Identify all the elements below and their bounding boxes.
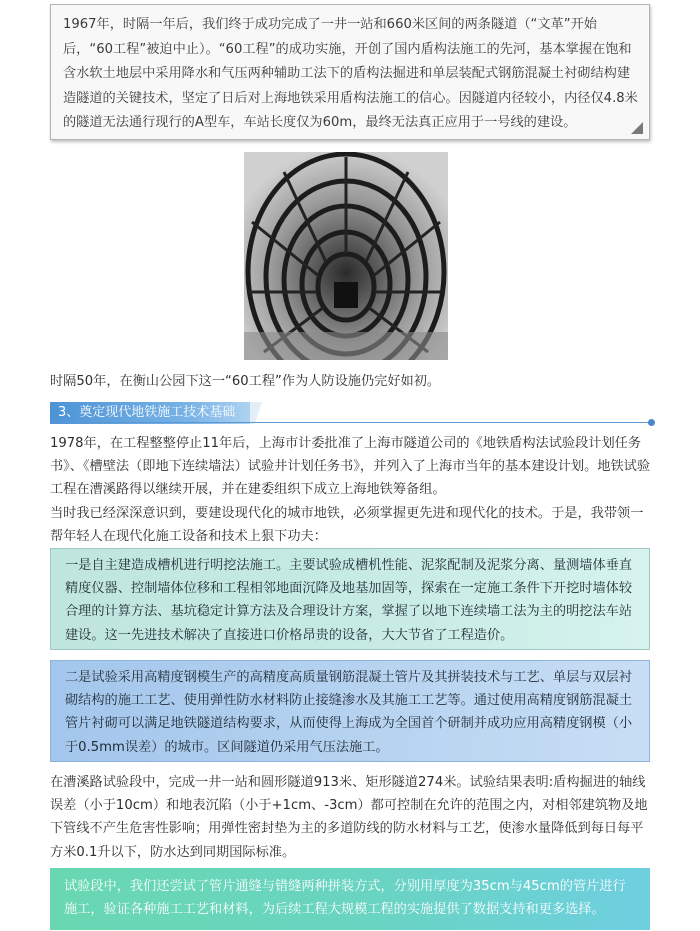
- paragraph-test-results: 在漕溪路试验段中，完成一井一站和圆形隧道913米、矩形隧道274米。试验结果表明:盾构掘进的轴线误差（小于10cm）和地表沉陷（小于+1cm、-3cm）都可控制在允许的范围之内，对相邻建筑物及地下管线不产生危害性影响；用弹性密封垫为主的多道防线的防水材料与工艺，使渗水量降低到每日每平方米0.1升以下，防水达到同期国际标准。: [50, 775, 648, 860]
- section-tab-cap: [250, 402, 262, 424]
- highlight-box-open-cut: 一是自主建造成槽机进行明挖法施工。主要试验成槽机性能、泥浆配制及泥浆分离、量测墙体垂直精度仪器、控制墙体位移和工程相邻地面沉降及地基加固等，探索在一定施工条件下开挖时墙体较合理的计算方法、基坑稳定计算方法及合理设计方案，掌握了以地下连续墙工法为主的明挖法车站建设。这一先进技术解决了直接进口价格昂贵的设备，大大节省了工程造价。: [50, 548, 650, 650]
- resize-corner-icon: [631, 122, 643, 134]
- paragraph-1978: 1978年，在工程整整停止11年后，上海市计委批准了上海市隧道公司的《地铁盾构法试验段计划任务书》、《槽壁法（即地下连续墙法）试验井计划任务书》，并列入了上海市当年的基本建设计划。地铁试验工程在漕溪路得以继续开展，并在建委组织下成立上海地铁筹备组。: [50, 436, 651, 498]
- tunnel-photo: [244, 152, 448, 360]
- section-title: 3、奠定现代地铁施工技术基础: [50, 402, 250, 424]
- section-dot-icon: [648, 419, 655, 426]
- intro-text: 1967年，时隔一年后，我们终于成功完成了一井一站和660米区间的两条隧道（“文革”开始后，“60工程”被迫中止）。“60工程”的成功实施，开创了国内盾构法施工的先河，基本掌握在饱和含水软土地层中采用降水和气压两种辅助工法下的盾构法掘进和单层装配式钢筋混凝土衬砌结构建造隧道的关键技术，坚定了日后对上海地铁采用盾构法施工的信心。因隧道内径较小，内径仅4.8米的隧道无法通行现行的A型车，车站长度仅为60m，最终无法真正应用于一号线的建设。: [63, 17, 638, 130]
- intro-quote-box: [50, 4, 650, 140]
- section-header: [50, 400, 656, 432]
- section-divider: [50, 422, 650, 423]
- photo-caption: 时隔50年，在衡山公园下这一“60工程”作为人防设施仍完好如初。: [50, 374, 441, 389]
- highlight-box-assembly: 试验段中，我们还尝试了管片通缝与错缝两种拼装方式，分别用厚度为35cm与45cm的管片进行施工，验证各种施工工艺和材料，为后续工程大规模工程的实施提供了数据支持和更多选择。: [50, 868, 650, 930]
- highlight-box-segments: 二是试验采用高精度钢模生产的高精度高质量钢筋混凝土管片及其拼装技术与工艺、单层与双层衬砌结构的施工工艺、使用弹性防水材料防止接缝渗水及其施工工艺等。通过使用高精度钢筋混凝土管片衬砌可以满足地铁隧道结构要求，从而使得上海成为全国首个研制并成功应用高精度钢模（小于0.5mm误差）的城市。区间隧道仍采用气压法施工。: [50, 660, 650, 762]
- tunnel-photo-icon: [244, 152, 448, 360]
- paragraph-intro-tech: 当时我已经深深意识到，要建设现代化的城市地铁，必须掌握更先进和现代化的技术。于是，我带领一帮年轻人在现代化施工设备和技术上狠下功夫：: [50, 506, 644, 545]
